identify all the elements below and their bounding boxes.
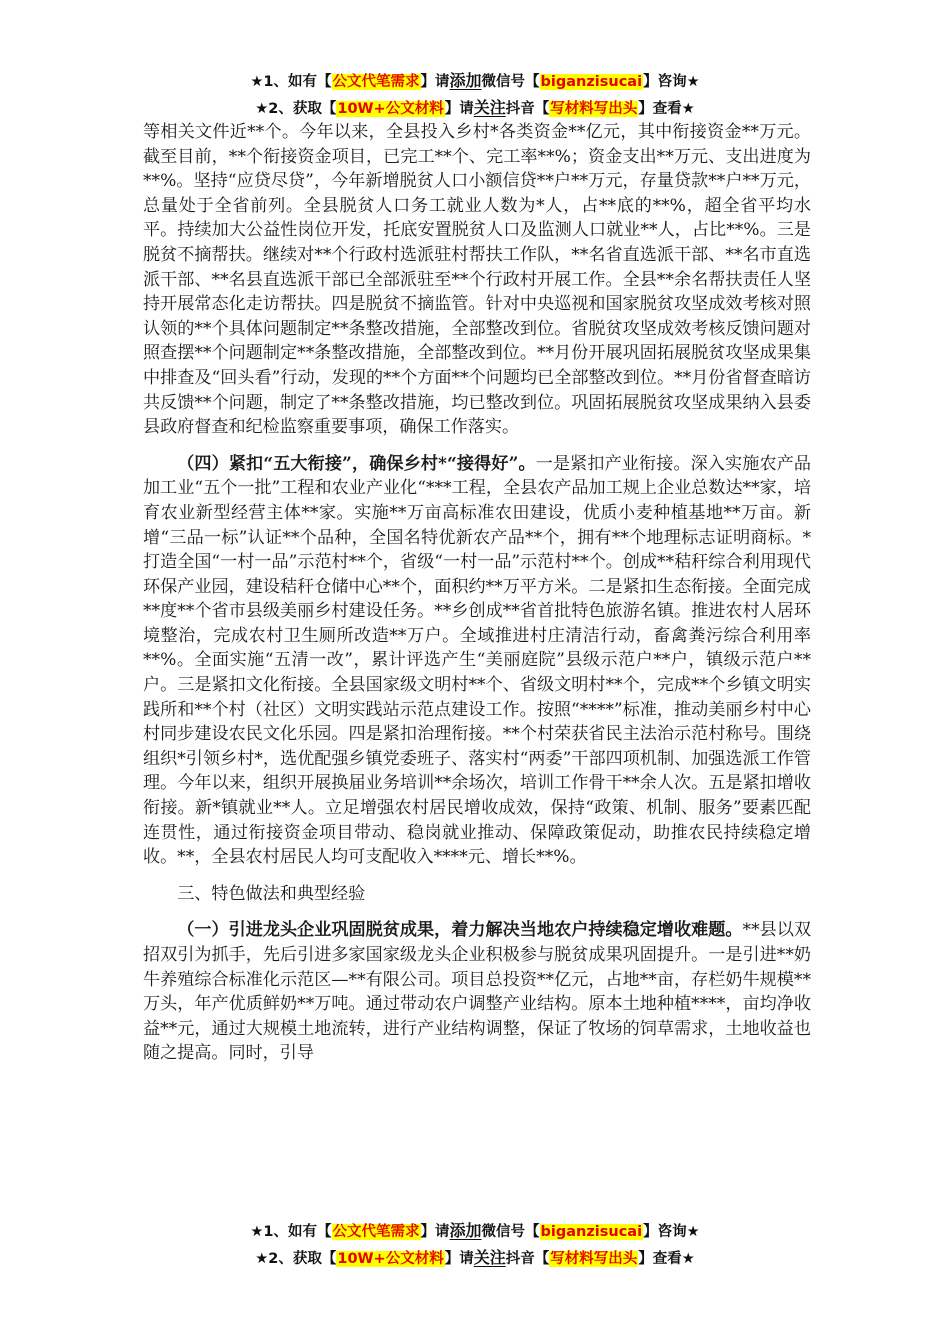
banner-text: 】咨询★ [643, 1224, 700, 1240]
banner-highlight: 写材料写出头 [550, 101, 638, 117]
banner-line-1 [0, 68, 950, 95]
banner-line-2 [0, 1245, 950, 1272]
footer-banner [0, 1218, 950, 1272]
paragraph-lead: （一）引进龙头企业巩固脱贫成果，着力解决当地农户持续稳定增收难题。 [177, 920, 743, 941]
banner-underline: 添加 [449, 1221, 482, 1240]
banner-highlight: biganzisucai [540, 74, 643, 90]
paragraph-five-connections [143, 452, 811, 870]
section-heading: 三、特色做法和典型经验 [177, 883, 366, 904]
banner-underline: 关注 [473, 1248, 506, 1267]
paragraph-text: 一是紧扣产业衔接。深入实施农产品加工业“五个一批”工程和农业产业化“***工程，全县农产品加工规上企业总数达**家，培育农业新型经营主体**家。实施**万亩高标准农田建设，优质小麦种植基地**万亩。新增“三品一标”认证**个品种，全国名特优新农产品**个，拥有**个地理标志证明商标。*打造全国“一村一品”示范村**个，省级“一村一品”示范村**个。创成**秸秆综合利用现代环保产业园，建设秸秆仓储中心**个，面积约**万平方米。二是紧扣生态衔接。全面完成**度**个省市县级美丽乡村建设任务。**乡创成**省首批特色旅游名镇。推进农村人居环境整治，完成农村卫生厕所改造**万户。全域推进村庄清洁行动，畜禽粪污综合利用率**%。全面实施“五清一改”，累计评选产生“美丽庭院”县级示范户**户，镇级示范户**户。三是紧扣文化衔接。全县国家级文明村**个、省级文明村**个，完成**个乡镇文明实践所和**个村（社区）文明实践站示范点建设工作。按照“****”标准，推动美丽乡村中心村同步建设农民文化乐园。四是紧扣治理衔接。**个村荣获省民主法治示范村称号。围绕组织*引领乡村*，选优配强乡镇党委班子、落实村“两委”干部四项机制、加强选派工作管理。今年以来，组织开展换届业务培训**余场次，培训工作骨干**余人次。五是紧扣增收衔接。新*镇就业**人。立足增强农村居民增收成效，保持“政策、机制、服务”要素匹配连贯性，通过衔接资金项目带动、稳岗就业推动、保障政策促动，助推农民持续稳定增收。**，全县农村居民人均可支配收入****元、增长**%。 [143, 453, 811, 868]
paragraph-continuation: 等相关文件近**个。今年以来，全县投入乡村*各类资金**亿元，其中衔接资金**万元。截至目前，**个衔接资金项目，已完工**个、完工率**%；资金支出**万元、支出进度为**%。坚持“应贷尽贷”，今年新增脱贫人口小额信贷**户**万元，存量贷款**户**万元，总量处于全省前列。全县脱贫人口务工就业人数为*人，占**底的**%，超全省平均水平。持续加大公益性岗位开发，托底安置脱贫人口及监测人口就业**人，占比**%。三是脱贫不摘帮扶。继续对**个行政村选派驻村帮扶工作队，**名省直选派干部、**名市直选派干部、**名县直选派干部已全部派驻至**个行政村开展工作。全县**余名帮扶责任人坚持开展常态化走访帮扶。四是脱贫不摘监管。针对中央巡视和国家脱贫攻坚成效考核对照认领的**个具体问题制定**条整改措施，全部整改到位。省脱贫攻坚成效考核反馈问题对照查摆**个问题制定**条整改措施，全部整改到位。**月份开展巩固拓展脱贫攻坚成果集中排查及“回头看”行动，发现的**个方面**个问题均已全部整改到位。**月份省督查暗访共反馈**个问题，制定了**条整改措施，均已整改到位。巩固拓展脱贫攻坚成果纳入县委县政府督查和纪检监察重要事项，确保工作落实。 [143, 122, 811, 438]
banner-highlight: 写材料写出头 [550, 1251, 638, 1267]
banner-line-2 [0, 95, 950, 122]
banner-highlight: 公文代笔需求 [332, 1224, 420, 1240]
banner-text: 】请 [444, 1251, 474, 1267]
document-body [143, 120, 811, 1078]
paragraph-leading-enterprises [143, 918, 811, 1066]
banner-underline: 添加 [449, 71, 482, 90]
banner-text: ★1、如有【 [250, 1224, 332, 1240]
banner-text: 】查看★ [638, 1251, 695, 1267]
banner-highlight: 10W+公文材料 [337, 101, 444, 117]
banner-highlight: biganzisucai [540, 1224, 643, 1240]
banner-text: 】请 [420, 74, 450, 90]
banner-text: 】查看★ [638, 101, 695, 117]
banner-text: 微信号【 [481, 74, 540, 90]
paragraph-lead: （四）紧扣“五大衔接”，确保乡村*“接得好”。 [177, 453, 536, 474]
banner-text: ★1、如有【 [250, 74, 332, 90]
banner-text: 】咨询★ [643, 74, 700, 90]
header-banner [0, 68, 950, 122]
banner-text: 】请 [420, 1224, 450, 1240]
banner-text: ★2、获取【 [255, 1251, 337, 1267]
paragraph-text: **县以双招双引为抓手，先后引进多家国家级龙头企业积极参与脱贫成果巩固提升。一是引进**奶牛养殖综合标准化示范区—**有限公司。项目总投资**亿元，占地**亩，存栏奶牛规模**万头，年产优质鲜奶**万吨。通过带动农户调整产业结构。原本土地种植****，亩均净收益**元，通过大规模土地流转，进行产业结构调整，保证了牧场的饲草需求，土地收益也随之提高。同时，引导 [143, 920, 812, 1064]
banner-text: 抖音【 [505, 101, 550, 117]
banner-text: 抖音【 [505, 1251, 550, 1267]
banner-highlight: 10W+公文材料 [337, 1251, 444, 1267]
banner-text: 微信号【 [481, 1224, 540, 1240]
banner-line-1 [0, 1218, 950, 1245]
banner-text: ★2、获取【 [255, 101, 337, 117]
banner-text: 】请 [444, 101, 474, 117]
banner-highlight: 公文代笔需求 [332, 74, 420, 90]
banner-underline: 关注 [473, 98, 506, 117]
